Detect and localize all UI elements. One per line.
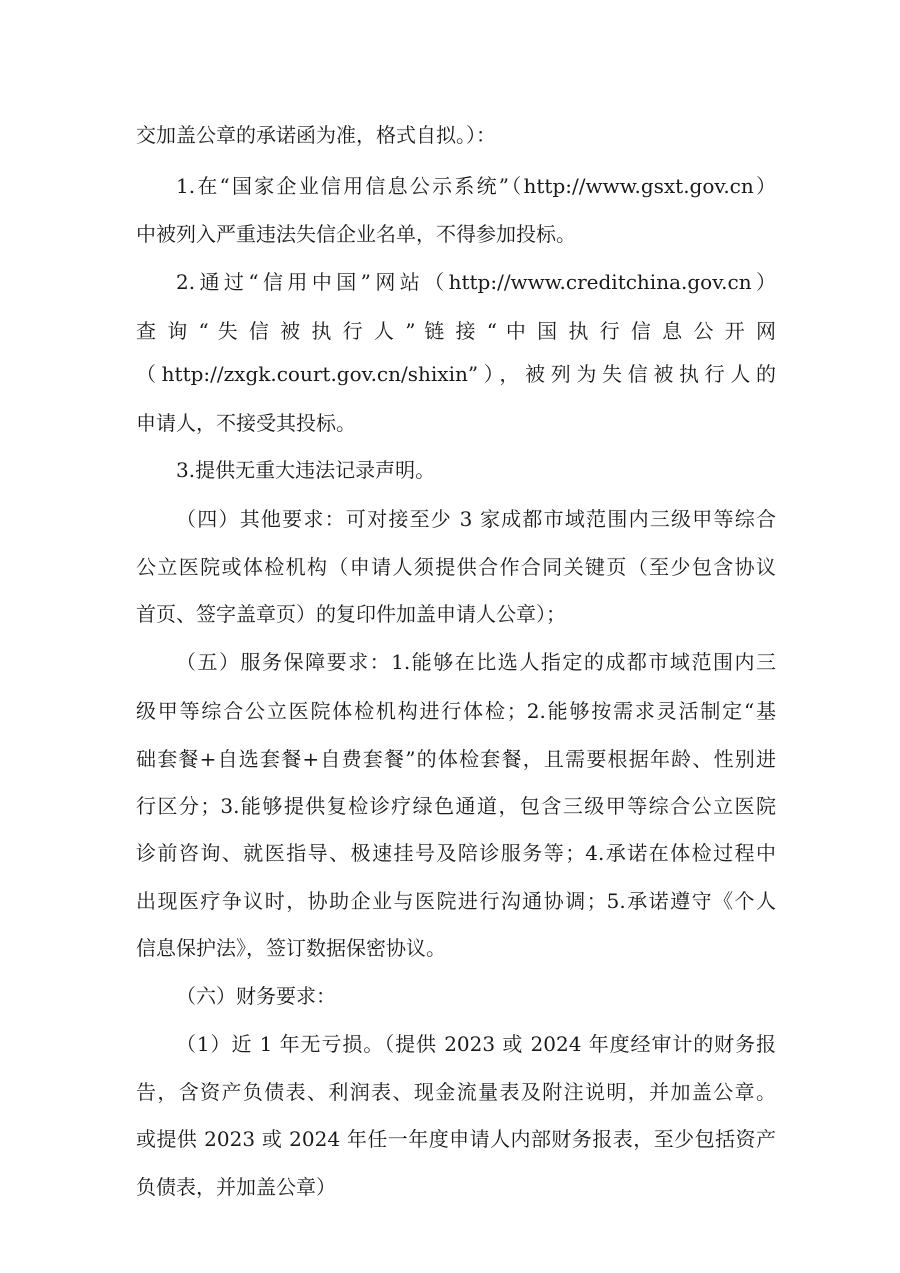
text-line: 行区分；3.能够提供复检诊疗绿色通道，包含三级甲等综合公立医院 [136, 794, 776, 818]
text-line: 告，含资产负债表、利润表、现金流量表及附注说明，并加盖公章。 [136, 1080, 776, 1104]
text-line: 诊前咨询、就医指导、极速挂号及陪诊服务等；4.承诺在体检过程中 [136, 841, 776, 865]
text-line: 础套餐+自选套餐+自费套餐”的体检套餐，且需要根据年龄、性别进 [136, 747, 776, 771]
text-line: 申请人，不接受其投标。 [136, 411, 356, 435]
text-line: （六）财务要求： [176, 984, 336, 1008]
text-line: 2.通过“信用中国”网站（http://www.creditchina.gov.cn） [176, 270, 776, 294]
text-line: 1.在“国家企业信用信息公示系统”（http://www.gsxt.gov.cn） [176, 174, 776, 198]
text-line: （五）服务保障要求：1.能够在比选人指定的成都市域范围内三 [176, 650, 776, 674]
text-line: 出现医疗争议时，协助企业与医院进行沟通协调；5.承诺遵守《个人 [136, 889, 776, 913]
text-line: （四）其他要求：可对接至少 3 家成都市域范围内三级甲等综合 [176, 507, 776, 531]
text-line: 信息保护法》，签订数据保密协议。 [136, 936, 446, 960]
text-line: 或提供 2023 或 2024 年任一年度申请人内部财务报表，至少包括资产 [136, 1127, 776, 1151]
text-line: 负债表，并加盖公章） [136, 1175, 336, 1199]
text-line: （1）近 1 年无亏损。（提供 2023 或 2024 年度经审计的财务报 [176, 1032, 776, 1056]
text-line: 3.提供无重大违法记录声明。 [176, 458, 436, 482]
text-line: （http://zxgk.court.gov.cn/shixin”），被列为失信被执行人的 [136, 362, 776, 386]
text-line: 首页、签字盖章页）的复印件加盖申请人公章）； [136, 602, 566, 626]
text-line: 级甲等综合公立医院体检机构进行体检；2.能够按需求灵活制定“基 [136, 699, 776, 723]
text-line: 中被列入严重违法失信企业名单，不得参加投标。 [136, 222, 576, 246]
text-line: 公立医院或体检机构（申请人须提供合作合同关键页（至少包含协议 [136, 555, 776, 579]
text-line: 查 询 “ 失 信 被 执 行 人 ” 链 接 “ 中 国 执 行 信 息 公 开 网 [136, 319, 776, 343]
text-line: 交加盖公章的承诺函为准，格式自拟。）： [136, 123, 496, 147]
